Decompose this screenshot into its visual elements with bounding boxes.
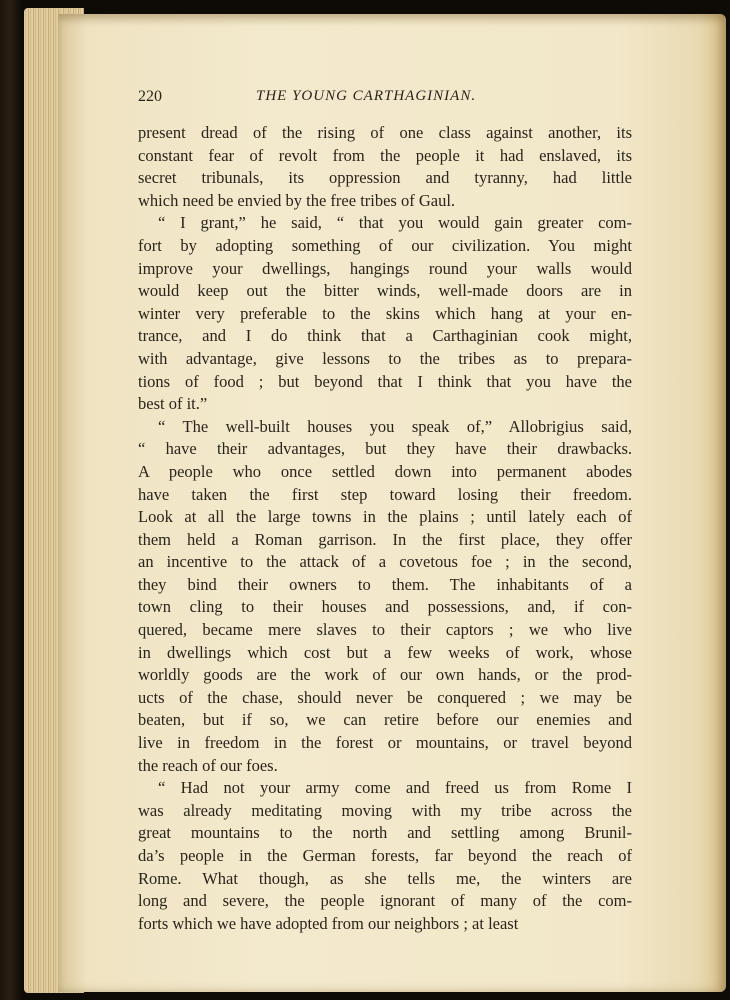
text-line: was already meditating moving with my tribe across the [138, 800, 632, 820]
text-line: secret tribunals, its oppression and tyranny, had little [138, 168, 632, 188]
text-line: an incentive to the attack of a covetous foe ; in the second, [138, 552, 632, 572]
text-line: present dread of the rising of one class against another, its [138, 123, 632, 142]
text-line: fort by adopting something of our civilization. You might [138, 235, 632, 255]
page-number: 220 [138, 88, 162, 105]
text-line: would keep out the bitter winds, well-made doors are in [138, 281, 632, 301]
text-line: “ have their advantages, but they have their drawbacks. [138, 439, 632, 459]
page-header [138, 88, 632, 116]
text-line: forts which we have adopted from our neighbors ; at least [138, 913, 519, 933]
paragraph [138, 212, 632, 415]
text-line: “ I grant,” he said, “ that you would gain greater com- [158, 213, 632, 233]
text-line: trance, and I do think that a Carthaginian cook might, [138, 326, 632, 346]
text-line: beaten, but if so, we can retire before our enemies and [138, 710, 632, 730]
page-text [138, 88, 632, 935]
text-line: “ The well-built houses you speak of,” Allobrigius said, [158, 416, 632, 436]
text-line: A people who once settled down into permanent abodes [138, 461, 632, 481]
text-line: with advantage, give lessons to the tribes as to prepara- [138, 348, 632, 368]
text-line: long and severe, the people ignorant of many of the com- [138, 891, 632, 911]
text-line: winter very preferable to the skins which hang at your en- [138, 303, 632, 323]
text-line: they bind their owners to them. The inhabitants of a [138, 574, 632, 594]
text-line: in dwellings which cost but a few weeks of work, whose [138, 642, 632, 662]
paragraph [138, 777, 632, 935]
text-line: improve your dwellings, hangings round your walls would [138, 258, 632, 278]
running-title: THE YOUNG CARTHAGINIAN. [256, 88, 477, 104]
text-line: have taken the first step toward losing their freedom. [138, 484, 632, 504]
text-line: town cling to their houses and possessions, and, if con- [138, 597, 632, 617]
text-line: great mountains to the north and settling among Brunil- [138, 823, 632, 843]
text-line: quered, became mere slaves to their captors ; we who live [138, 620, 632, 640]
text-line: constant fear of revolt from the people it had enslaved, its [138, 145, 632, 165]
text-line: them held a Roman garrison. In the first place, they offer [138, 529, 632, 549]
text-line: ucts of the chase, should never be conquered ; we may be [138, 687, 632, 707]
text-line: “ Had not your army come and freed us from Rome I [158, 778, 632, 798]
text-line: worldly goods are the work of our own hands, or the prod- [138, 665, 632, 685]
paragraph [138, 416, 632, 778]
text-line: Look at all the large towns in the plains ; until lately each of [138, 507, 632, 527]
text-line: da’s people in the German forests, far beyond the reach of [138, 846, 632, 865]
text-line: the reach of our foes. [138, 755, 278, 775]
text-line: live in freedom in the forest or mountains, or travel beyond [138, 733, 632, 753]
text-line: which need be envied by the free tribes of Gaul. [138, 190, 456, 210]
body-text [138, 122, 632, 935]
text-line: tions of food ; but beyond that I think that you have the [138, 371, 632, 391]
text-line: Rome. What though, as she tells me, the winters are [138, 868, 632, 888]
text-line: best of it.” [138, 394, 208, 414]
paragraph [138, 122, 632, 212]
